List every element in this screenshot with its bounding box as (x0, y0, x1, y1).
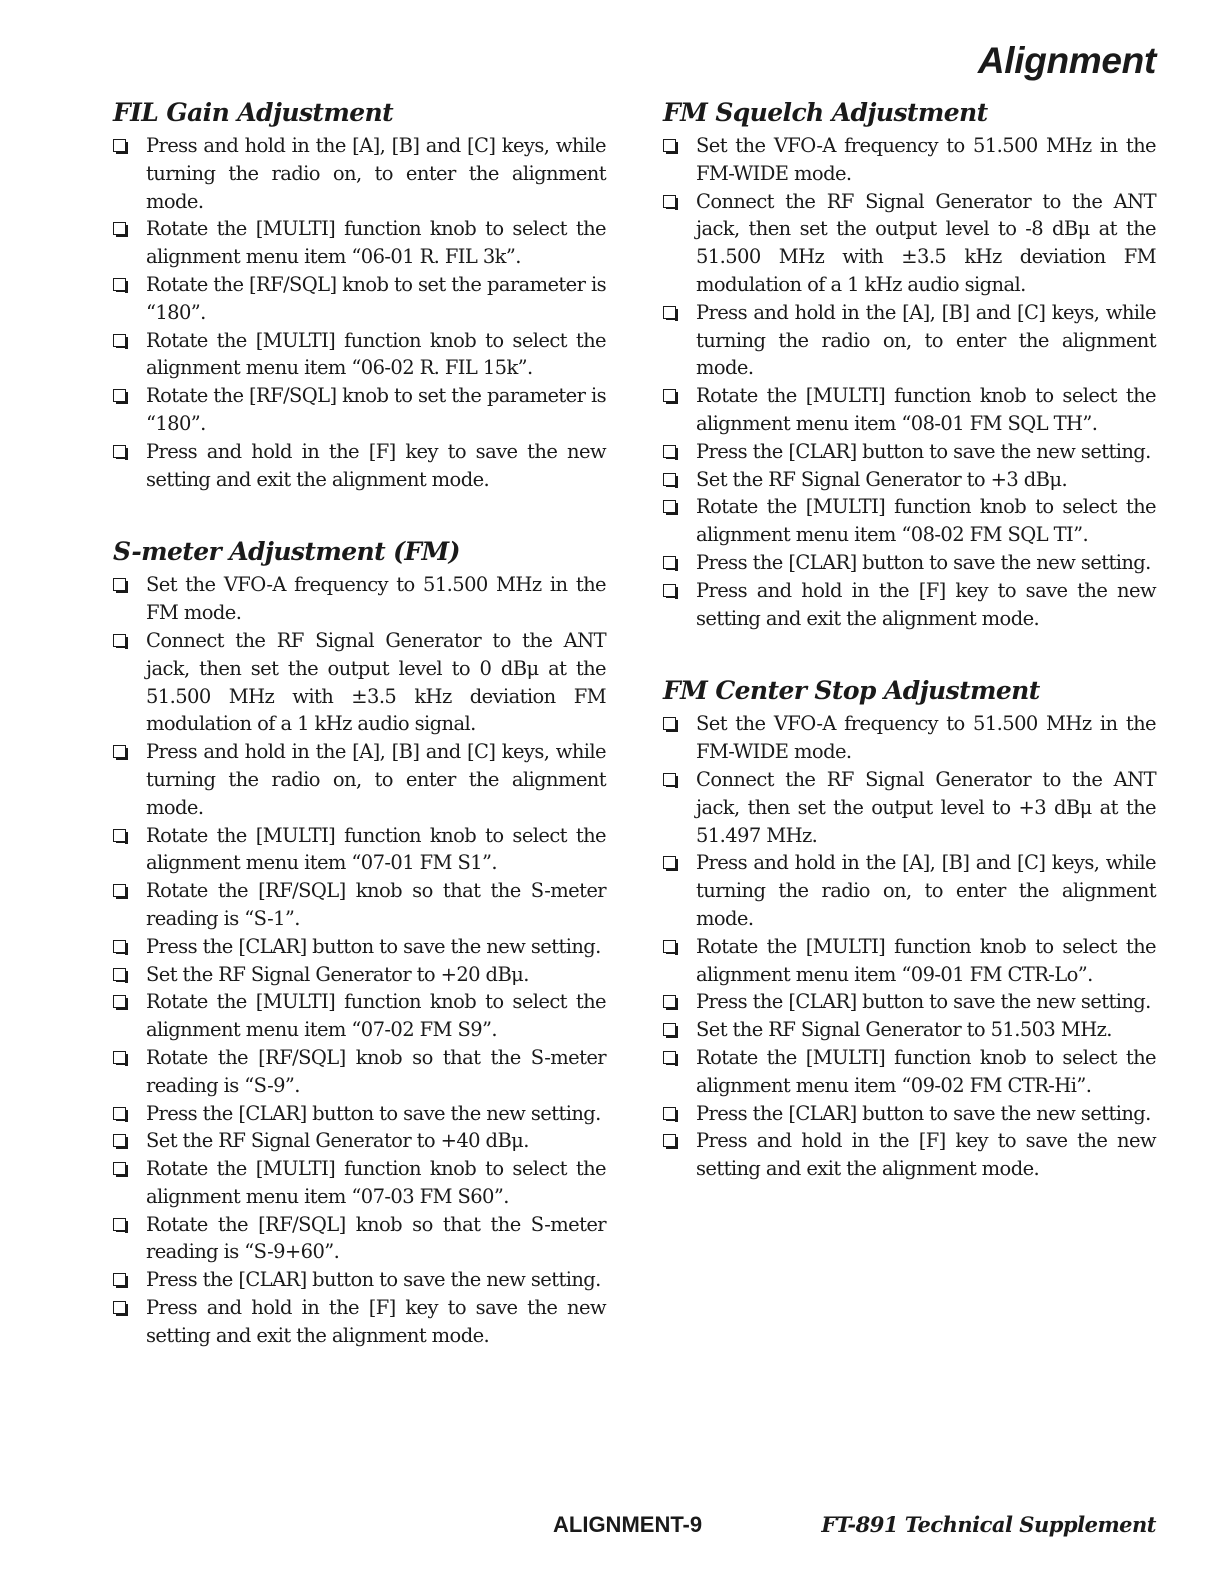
step-text: Connect the RF Signal Generator to the ANT jack, then set the output level to +3 dBμ at the 51.497 MHz. (696, 767, 1156, 847)
checkbox-icon (663, 717, 676, 730)
checkbox-icon (113, 634, 126, 647)
checkbox-icon (663, 940, 676, 953)
step-text: Press the [CLAR] button to save the new setting. (146, 1101, 601, 1125)
step-item (663, 299, 1156, 382)
step-item (113, 1100, 606, 1128)
checkbox-icon (113, 1107, 126, 1120)
step-item (113, 1211, 606, 1267)
checkbox-icon (113, 1162, 126, 1175)
step-text: Set the RF Signal Generator to 51.503 MHz. (696, 1018, 1112, 1042)
checkbox-icon (663, 306, 676, 319)
step-item (663, 132, 1156, 188)
footer-document-title: FT-891 Technical Supplement (821, 1512, 1156, 1537)
step-item (113, 822, 606, 878)
step-item (663, 188, 1156, 299)
section-fm-squelch (663, 96, 1156, 632)
checkbox-icon (113, 578, 126, 591)
checkbox-icon (113, 389, 126, 402)
section-fil-gain (113, 96, 606, 493)
right-column (663, 96, 1156, 1225)
checkbox-icon (663, 995, 676, 1008)
step-text: Rotate the [MULTI] function knob to select the alignment menu item “08-02 FM SQL TI”. (696, 495, 1156, 547)
step-item (663, 988, 1156, 1016)
step-text: Press the [CLAR] button to save the new setting. (696, 550, 1151, 574)
step-item (663, 849, 1156, 932)
step-text: Press and hold in the [F] key to save the new setting and exit the alignment mode. (146, 1296, 606, 1347)
step-text: Rotate the [RF/SQL] knob so that the S-meter reading is “S-1”. (146, 879, 606, 930)
step-item (663, 710, 1156, 766)
step-item (663, 549, 1156, 577)
checkbox-icon (663, 556, 676, 569)
step-item (113, 215, 606, 271)
step-item (113, 627, 606, 738)
step-item (663, 577, 1156, 633)
step-text: Press the [CLAR] button to save the new setting. (696, 1101, 1151, 1125)
checkbox-icon (113, 139, 126, 152)
step-text: Set the VFO-A frequency to 51.500 MHz in the FM mode. (146, 573, 606, 625)
step-item (663, 466, 1156, 494)
step-item (113, 438, 606, 494)
step-text: Connect the RF Signal Generator to the ANT jack, then set the output level to -8 dBμ at the 51.500 MHz with ±3.5 kHz deviation FM modulation of a 1 kHz audio signal. (696, 189, 1156, 296)
step-item (663, 493, 1156, 549)
section-s-meter-fm (113, 535, 606, 1349)
checkbox-icon (113, 884, 126, 897)
step-text: Rotate the [MULTI] function knob to select the alignment menu item “09-02 FM CTR-Hi”. (696, 1045, 1156, 1097)
step-text: Set the RF Signal Generator to +20 dBμ. (146, 962, 529, 986)
step-text: Press and hold in the [A], [B] and [C] keys, while turning the radio on, to enter the alignment mode. (696, 851, 1156, 930)
step-item (113, 132, 606, 215)
section-title: FIL Gain Adjustment (113, 98, 394, 127)
checkbox-icon (663, 1023, 676, 1036)
step-text: Press and hold in the [F] key to save the new setting and exit the alignment mode. (696, 1129, 1156, 1181)
section-fm-center-stop (663, 674, 1156, 1183)
step-text: Press and hold in the [A], [B] and [C] keys, while turning the radio on, to enter the alignment mode. (146, 740, 606, 819)
step-item (663, 1127, 1156, 1183)
checkbox-icon (663, 195, 676, 208)
section-title: FM Center Stop Adjustment (663, 676, 1040, 706)
step-text: Set the RF Signal Generator to +3 dBμ. (696, 467, 1068, 491)
step-text: Set the VFO-A frequency to 51.500 MHz in the FM-WIDE mode. (696, 712, 1156, 764)
step-item (113, 933, 606, 961)
checkbox-icon (663, 389, 676, 402)
step-item (113, 738, 606, 821)
step-text: Rotate the [MULTI] function knob to select the alignment menu item “07-01 FM S1”. (146, 823, 606, 875)
step-text: Rotate the [RF/SQL] knob so that the S-meter reading is “S-9”. (146, 1045, 606, 1097)
checkbox-icon (663, 500, 676, 513)
step-text: Rotate the [MULTI] function knob to select the alignment menu item “07-02 FM S9”. (146, 990, 606, 1042)
step-item (113, 1266, 606, 1294)
checkbox-icon (113, 1134, 126, 1147)
checkbox-icon (113, 278, 126, 291)
step-text: Press the [CLAR] button to save the new setting. (696, 990, 1151, 1014)
step-item (663, 766, 1156, 849)
step-text: Rotate the [RF/SQL] knob to set the parameter is “180”. (146, 384, 606, 435)
step-item (113, 571, 606, 627)
checkbox-icon (663, 856, 676, 869)
step-item (113, 1294, 606, 1350)
checkbox-icon (663, 139, 676, 152)
step-item (663, 1044, 1156, 1100)
checkbox-icon (113, 745, 126, 758)
step-item (113, 382, 606, 438)
checkbox-icon (663, 1051, 676, 1064)
checkbox-icon (113, 1301, 126, 1314)
step-text: Rotate the [MULTI] function knob to select the alignment menu item “08-01 FM SQL TH”. (696, 384, 1156, 435)
checkbox-icon (113, 334, 126, 347)
checkbox-icon (663, 584, 676, 597)
step-text: Rotate the [MULTI] function knob to select the alignment menu item “09-01 FM CTR-Lo”. (696, 934, 1156, 986)
step-item (113, 1044, 606, 1100)
step-item (663, 438, 1156, 466)
step-text: Press and hold in the [F] key to save the new setting and exit the alignment mode. (146, 439, 606, 491)
step-text: Rotate the [RF/SQL] knob so that the S-meter reading is “S-9+60”. (146, 1212, 606, 1264)
checkbox-icon (113, 1273, 126, 1286)
checkbox-icon (663, 1134, 676, 1147)
step-item (113, 271, 606, 327)
step-text: Press and hold in the [F] key to save the new setting and exit the alignment mode. (696, 578, 1156, 630)
step-text: Rotate the [MULTI] function knob to select the alignment menu item “06-02 R. FIL 15k”. (146, 328, 606, 380)
step-text: Set the VFO-A frequency to 51.500 MHz in the FM-WIDE mode. (696, 134, 1156, 185)
step-text: Rotate the [MULTI] function knob to select the alignment menu item “07-03 FM S60”. (146, 1157, 606, 1208)
step-item (663, 382, 1156, 438)
checkbox-icon (663, 1107, 676, 1120)
step-list (113, 132, 606, 493)
section-title: FM Squelch Adjustment (663, 98, 988, 127)
left-column (113, 96, 606, 1392)
step-list (663, 132, 1156, 632)
step-text: Press the [CLAR] button to save the new setting. (696, 439, 1151, 463)
checkbox-icon (663, 773, 676, 786)
checkbox-icon (113, 1218, 126, 1231)
step-text: Press and hold in the [A], [B] and [C] keys, while turning the radio on, to enter the alignment mode. (696, 300, 1156, 380)
step-list (663, 710, 1156, 1183)
step-text: Press the [CLAR] button to save the new setting. (146, 1268, 601, 1292)
step-item (113, 327, 606, 383)
step-text: Set the RF Signal Generator to +40 dBμ. (146, 1129, 529, 1153)
page-title: Alignment (977, 40, 1156, 81)
step-text: Press and hold in the [A], [B] and [C] keys, while turning the radio on, to enter the alignment mode. (146, 134, 606, 213)
checkbox-icon (113, 829, 126, 842)
footer-page-number: ALIGNMENT-9 (553, 1512, 703, 1537)
step-text: Rotate the [RF/SQL] knob to set the parameter is “180”. (146, 272, 606, 324)
step-item (113, 877, 606, 933)
step-list (113, 571, 606, 1349)
checkbox-icon (113, 968, 126, 981)
step-text: Connect the RF Signal Generator to the ANT jack, then set the output level to 0 dBμ at the 51.500 MHz with ±3.5 kHz deviation FM modulation of a 1 kHz audio signal. (146, 628, 606, 736)
step-item (113, 961, 606, 989)
section-title: S-meter Adjustment (FM) (113, 537, 460, 567)
step-item (663, 1100, 1156, 1128)
step-item (663, 1016, 1156, 1044)
checkbox-icon (113, 940, 126, 953)
checkbox-icon (113, 445, 126, 458)
checkbox-icon (113, 1051, 126, 1064)
step-text: Rotate the [MULTI] function knob to select the alignment menu item “06-01 R. FIL 3k”. (146, 217, 606, 269)
step-item (113, 1155, 606, 1211)
checkbox-icon (663, 445, 676, 458)
step-item (113, 1127, 606, 1155)
checkbox-icon (113, 995, 126, 1008)
checkbox-icon (663, 473, 676, 486)
step-item (663, 933, 1156, 989)
checkbox-icon (113, 222, 126, 235)
step-text: Press the [CLAR] button to save the new setting. (146, 934, 601, 958)
step-item (113, 988, 606, 1044)
